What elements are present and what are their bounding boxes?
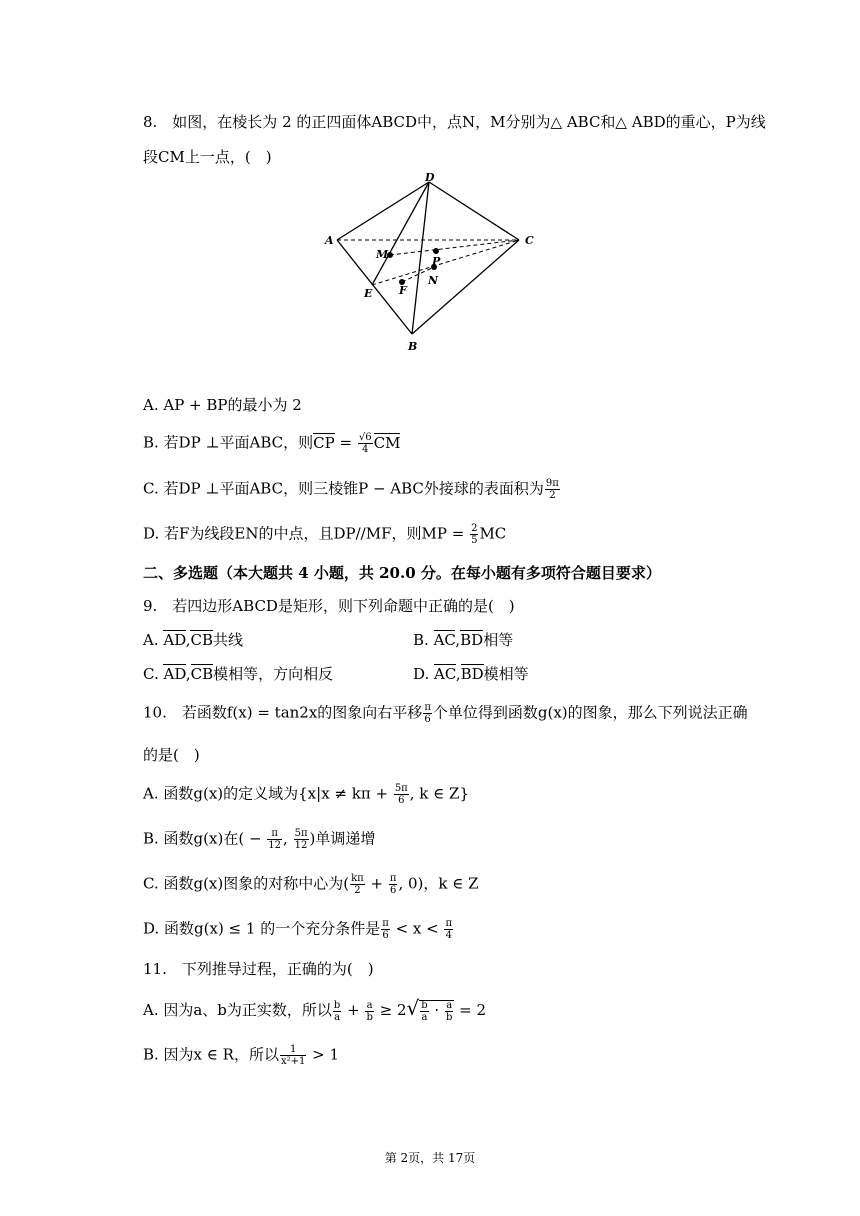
q9-option-b: B. AC,BD相等 <box>413 631 514 649</box>
q10-option-a: A. 函数g(x)的定义域为{x|x ≠ kπ + $\frac{5\pi}{6}$ , k ∈ Z} <box>143 783 469 806</box>
q10-option-b: B. 函数g(x)在( − $\frac{\pi}{12}$ , $\frac{5\pi}{12}$ )单调递增 <box>143 828 376 851</box>
label-D: D <box>425 171 435 184</box>
q9-stem: 9. 若四边形ABCD是矩形，则下列命题中正确的是( ) <box>143 597 515 615</box>
q11-option-a: A. 因为a、b为正实数，所以 $\frac{b}{a}$ + $\frac{a}{b}$ ≥ 2√ $\frac{b}{a}$ · $\frac{a}{b}$ = 2 <box>143 996 487 1023</box>
q9-option-a: A. AD,CB共线 <box>143 631 243 649</box>
q11-option-b: B. 因为x ∈ R，所以 $\frac{1}{\text{x²+1}}$ > 1 <box>143 1044 339 1067</box>
section-heading-multiple-choice: 二、多选题（本大题共 4 小题，共 20.0 分。在每小题有多项符合题目要求） <box>143 564 661 582</box>
q8-option-c: C. 若DP ⊥平面ABC，则三棱锥P − ABC外接球的表面积为 $\frac{9\pi}{2}$ <box>143 478 559 501</box>
label-P: P <box>432 255 441 268</box>
tetrahedron-figure <box>322 170 544 356</box>
q10-stem-line2: 的是( ) <box>143 746 200 764</box>
q10-option-d: D. 函数g(x) ≤ 1 的一个充分条件是 $\frac{\pi}{6}$ < x < $\frac{\pi}{4}$ <box>143 918 453 941</box>
q9-option-c: C. AD,CB模相等，方向相反 <box>143 665 334 683</box>
label-F: F <box>399 284 407 297</box>
q8-stem-line2: 段CM上一点，( ) <box>143 148 272 166</box>
label-C: C <box>525 234 534 247</box>
q10-stem-line1: 10. 若函数f(x) = tan2x的图象向右平移 $\frac{\pi}{6}$ 个单位得到函数g(x)的图象，那么下列说法正确 <box>143 702 748 725</box>
label-M: M <box>376 248 389 261</box>
label-E: E <box>364 287 373 300</box>
label-A: A <box>325 234 334 247</box>
q9-option-d: D. AC,BD模相等 <box>413 665 529 683</box>
q8-option-d: D. 若F为线段EN的中点，且DP//MF，则MP = $\frac{2}{5}$ MC <box>143 523 507 546</box>
label-B: B <box>408 340 418 353</box>
q11-stem: 11. 下列推导过程，正确的为( ) <box>143 960 374 978</box>
page-footer: 第 2页，共 17页 <box>384 1151 476 1165</box>
q8-option-a: A. AP + BP的最小为 2 <box>143 396 302 414</box>
q8-stem-line1: 8. 如图，在棱长为 2 的正四面体ABCD中，点N，M分别为△ ABC和△ ABD的重心，P为线 <box>143 113 766 131</box>
q8-option-b: B. 若DP ⊥平面ABC，则CP = $\frac{√6}{4}$ CM <box>143 432 401 455</box>
q10-option-c: C. 函数g(x)图象的对称中心为( $\frac{k\pi}{2}$ + $\frac{\pi}{6}$ , 0)，k ∈ Z <box>143 873 479 896</box>
label-N: N <box>428 274 439 287</box>
